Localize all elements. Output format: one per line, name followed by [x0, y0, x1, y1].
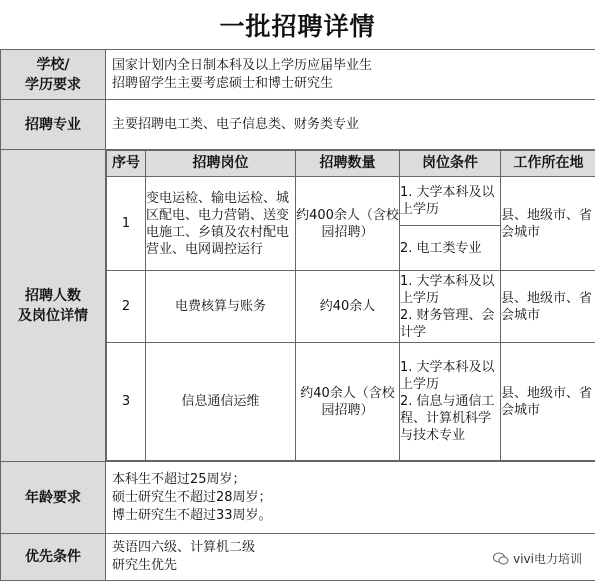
brand-name: vivi电力培训 — [513, 552, 582, 566]
positions-row — [1, 150, 595, 462]
recruitment-table — [0, 49, 595, 581]
row-3-condition: 1. 大学本科及以上学历 2. 信息与通信工程、计算机科学与技术专业 — [400, 343, 501, 461]
wechat-icon — [493, 552, 509, 566]
age-label: 年龄要求 — [1, 462, 106, 534]
row-2-count: 约40余人 — [296, 271, 400, 343]
major-label: 招聘专业 — [1, 100, 106, 150]
row-1-count: 约400余人（含校园招聘） — [296, 177, 400, 271]
major-row — [1, 100, 595, 150]
positions-label: 招聘人数 及岗位详情 — [1, 150, 106, 462]
priority-label: 优先条件 — [1, 534, 106, 581]
priority-value: 英语四六级、计算机二级 研究生优先 — [106, 534, 595, 581]
row-3-no: 3 — [107, 343, 146, 461]
wechat-brand — [490, 549, 585, 568]
age-row — [1, 462, 595, 534]
row-3-post: 信息通信运维 — [146, 343, 296, 461]
page-title: 一批招聘详情 — [219, 11, 376, 41]
row-2-no: 2 — [107, 271, 146, 343]
row-1-no: 1 — [107, 177, 146, 271]
table-row — [107, 271, 595, 343]
major-value: 主要招聘电工类、电子信息类、财务类专业 — [106, 100, 595, 150]
row-1-location: 县、地级市、省会城市 — [501, 177, 595, 271]
table-row — [107, 343, 595, 461]
row-1-post: 变电运检、输电运检、城区配电、电力营销、送变电施工、乡镇及农村配电营业、电网调控运行 — [146, 177, 296, 271]
header-post: 招聘岗位 — [146, 151, 296, 177]
header-location: 工作所在地 — [501, 151, 595, 177]
row-3-count: 约40余人（含校园招聘） — [296, 343, 400, 461]
school-value: 国家计划内全日制本科及以上学历应届毕业生 招聘留学生主要考虑硕士和博士研究生 — [106, 50, 595, 100]
row-2-post: 电费核算与账务 — [146, 271, 296, 343]
row-2-condition: 1. 大学本科及以上学历 2. 财务管理、会计学 — [400, 271, 501, 343]
positions-table — [106, 150, 595, 461]
header-count: 招聘数量 — [296, 151, 400, 177]
age-value: 本科生不超过25周岁； 硕士研究生不超过28周岁； 博士研究生不超过33周岁。 — [106, 462, 595, 534]
school-row — [1, 50, 595, 100]
row-1-condition-1: 1. 大学本科及以上学历 — [400, 177, 501, 226]
positions-header-row — [107, 151, 595, 177]
school-label: 学校/ 学历要求 — [1, 50, 106, 100]
positions-cell — [106, 150, 595, 462]
row-3-location: 县、地级市、省会城市 — [501, 343, 595, 461]
row-1-condition-2: 2. 电工类专业 — [400, 226, 501, 271]
row-2-location: 县、地级市、省会城市 — [501, 271, 595, 343]
header-no: 序号 — [107, 151, 146, 177]
header-condition: 岗位条件 — [400, 151, 501, 177]
table-row — [107, 177, 595, 226]
